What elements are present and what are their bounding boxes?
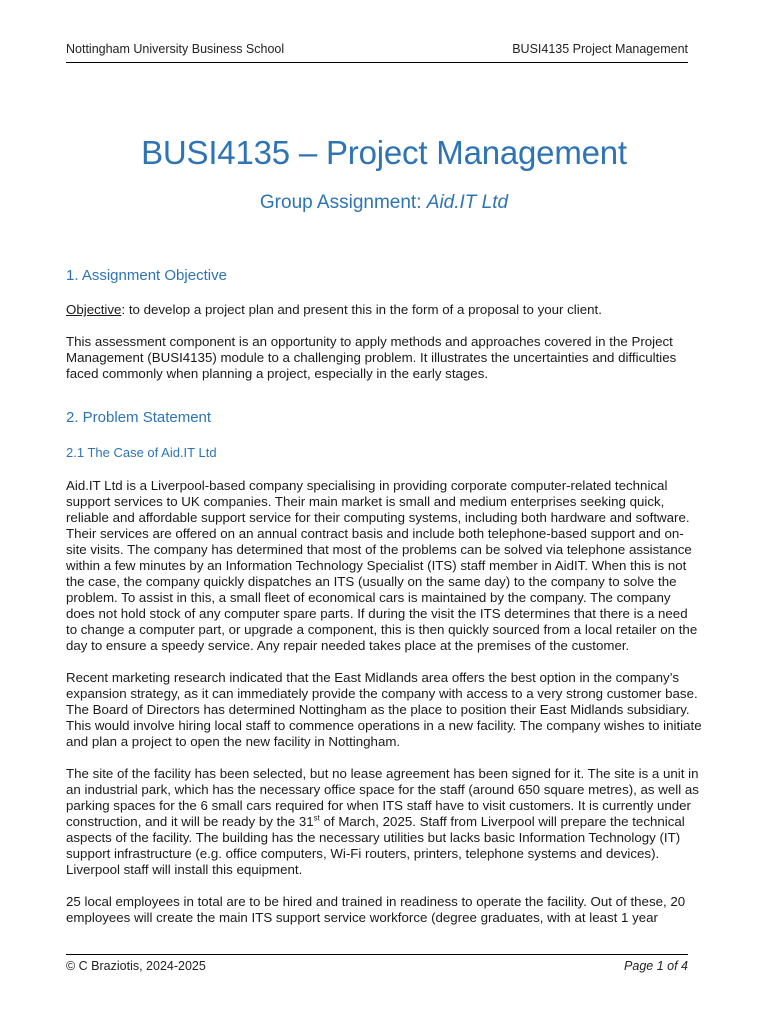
document-body — [66, 266, 702, 942]
case-paragraph-2: Recent marketing research indicated that the East Midlands area offers the best option in the company’s expansion strategy, as it can immediately provide the company with access to a very strong customer base. The Board of Directors has determined Nottingham as the place to position their East Midlands subsidiary. This would involve hiring local staff to commence operations in a new facility. The company wishes to initiate and plan a project to open the new facility in Nottingham. — [66, 670, 702, 749]
page-header — [66, 42, 688, 63]
case-paragraph-3-part-a: The site of the facility has been selected, but no lease agreement has been signed for it. The site is a unit in an industrial park, which has the necessary office space for the staff (around 650 square metres), as well as parking spaces for the 6 small cars required for when ITS staff have to visit customers. It is currently under construction, and it will be ready by the 31 — [66, 766, 699, 829]
objective-text: : to develop a project plan and present this in the form of a proposal to your client. — [121, 302, 602, 317]
objective-paragraph — [66, 302, 702, 318]
header-module: BUSI4135 Project Management — [512, 42, 688, 56]
footer-copyright: © C Braziotis, 2024-2025 — [66, 959, 206, 973]
case-paragraph-3-part-b: of March, 2025. Staff from Liverpool will prepare the technical aspects of the facility. The building has the necessary utilities but lacks basic Information Technology (IT) support infrastructure (e.g. office computers, Wi-Fi routers, printers, telephone systems and devices). Liverpool staff will install this equipment. — [66, 814, 685, 877]
ordinal-suffix: st — [313, 813, 320, 823]
case-paragraph-4: 25 local employees in total are to be hired and trained in readiness to operate the facility. Out of these, 20 employees will create the main ITS support service workforce (degree graduates, with at least 1 year — [66, 894, 686, 925]
document-subtitle — [0, 192, 768, 214]
objective-label: Objective — [66, 302, 122, 317]
section-heading-objective: 1. Assignment Objective — [66, 267, 227, 284]
footer-page-number: Page 1 of 4 — [624, 959, 688, 973]
section-heading-problem: 2. Problem Statement — [66, 409, 212, 426]
subtitle-company: Aid.IT Ltd — [426, 192, 509, 213]
document-title: BUSI4135 – Project Management — [141, 134, 627, 171]
page-footer — [66, 954, 688, 973]
header-school: Nottingham University Business School — [66, 42, 285, 56]
subtitle-prefix: Group Assignment: — [259, 192, 427, 213]
subsection-heading-case: 2.1 The Case of Aid.IT Ltd — [66, 445, 217, 460]
case-paragraph-1: Aid.IT Ltd is a Liverpool-based company specialising in providing corporate computer-related technical support services to UK companies. Their main market is small and medium enterprises seeking quick, reliable and affordable support service for their computing systems, including both hardware and software. Their services are offered on an annual contract basis and include both telephone-based support and on-site visits. The company has determined that most of the problems can be solved via telephone assistance within a few minutes by an Information Technology Specialist (ITS) staff member in AidIT. When this is not the case, the company quickly dispatches an ITS (usually on the same day) to the company to solve the problem. To assist in this, a small fleet of economical cars is maintained by the company. The company does not hold stock of any computer spare parts. If during the visit the ITS determines that there is a need to change a computer part, or upgrade a component, this is then quickly sourced from a local retailer on the day to ensure a speedy service. Any repair needed takes place at the premises of the customer. — [66, 478, 698, 653]
assessment-paragraph: This assessment component is an opportunity to apply methods and approaches covered in the Project Management (BUSI4135) module to a challenging problem. It illustrates the uncertainties and difficulties faced commonly when planning a project, especially in the early stages. — [66, 334, 677, 381]
case-paragraph-3 — [66, 766, 702, 878]
